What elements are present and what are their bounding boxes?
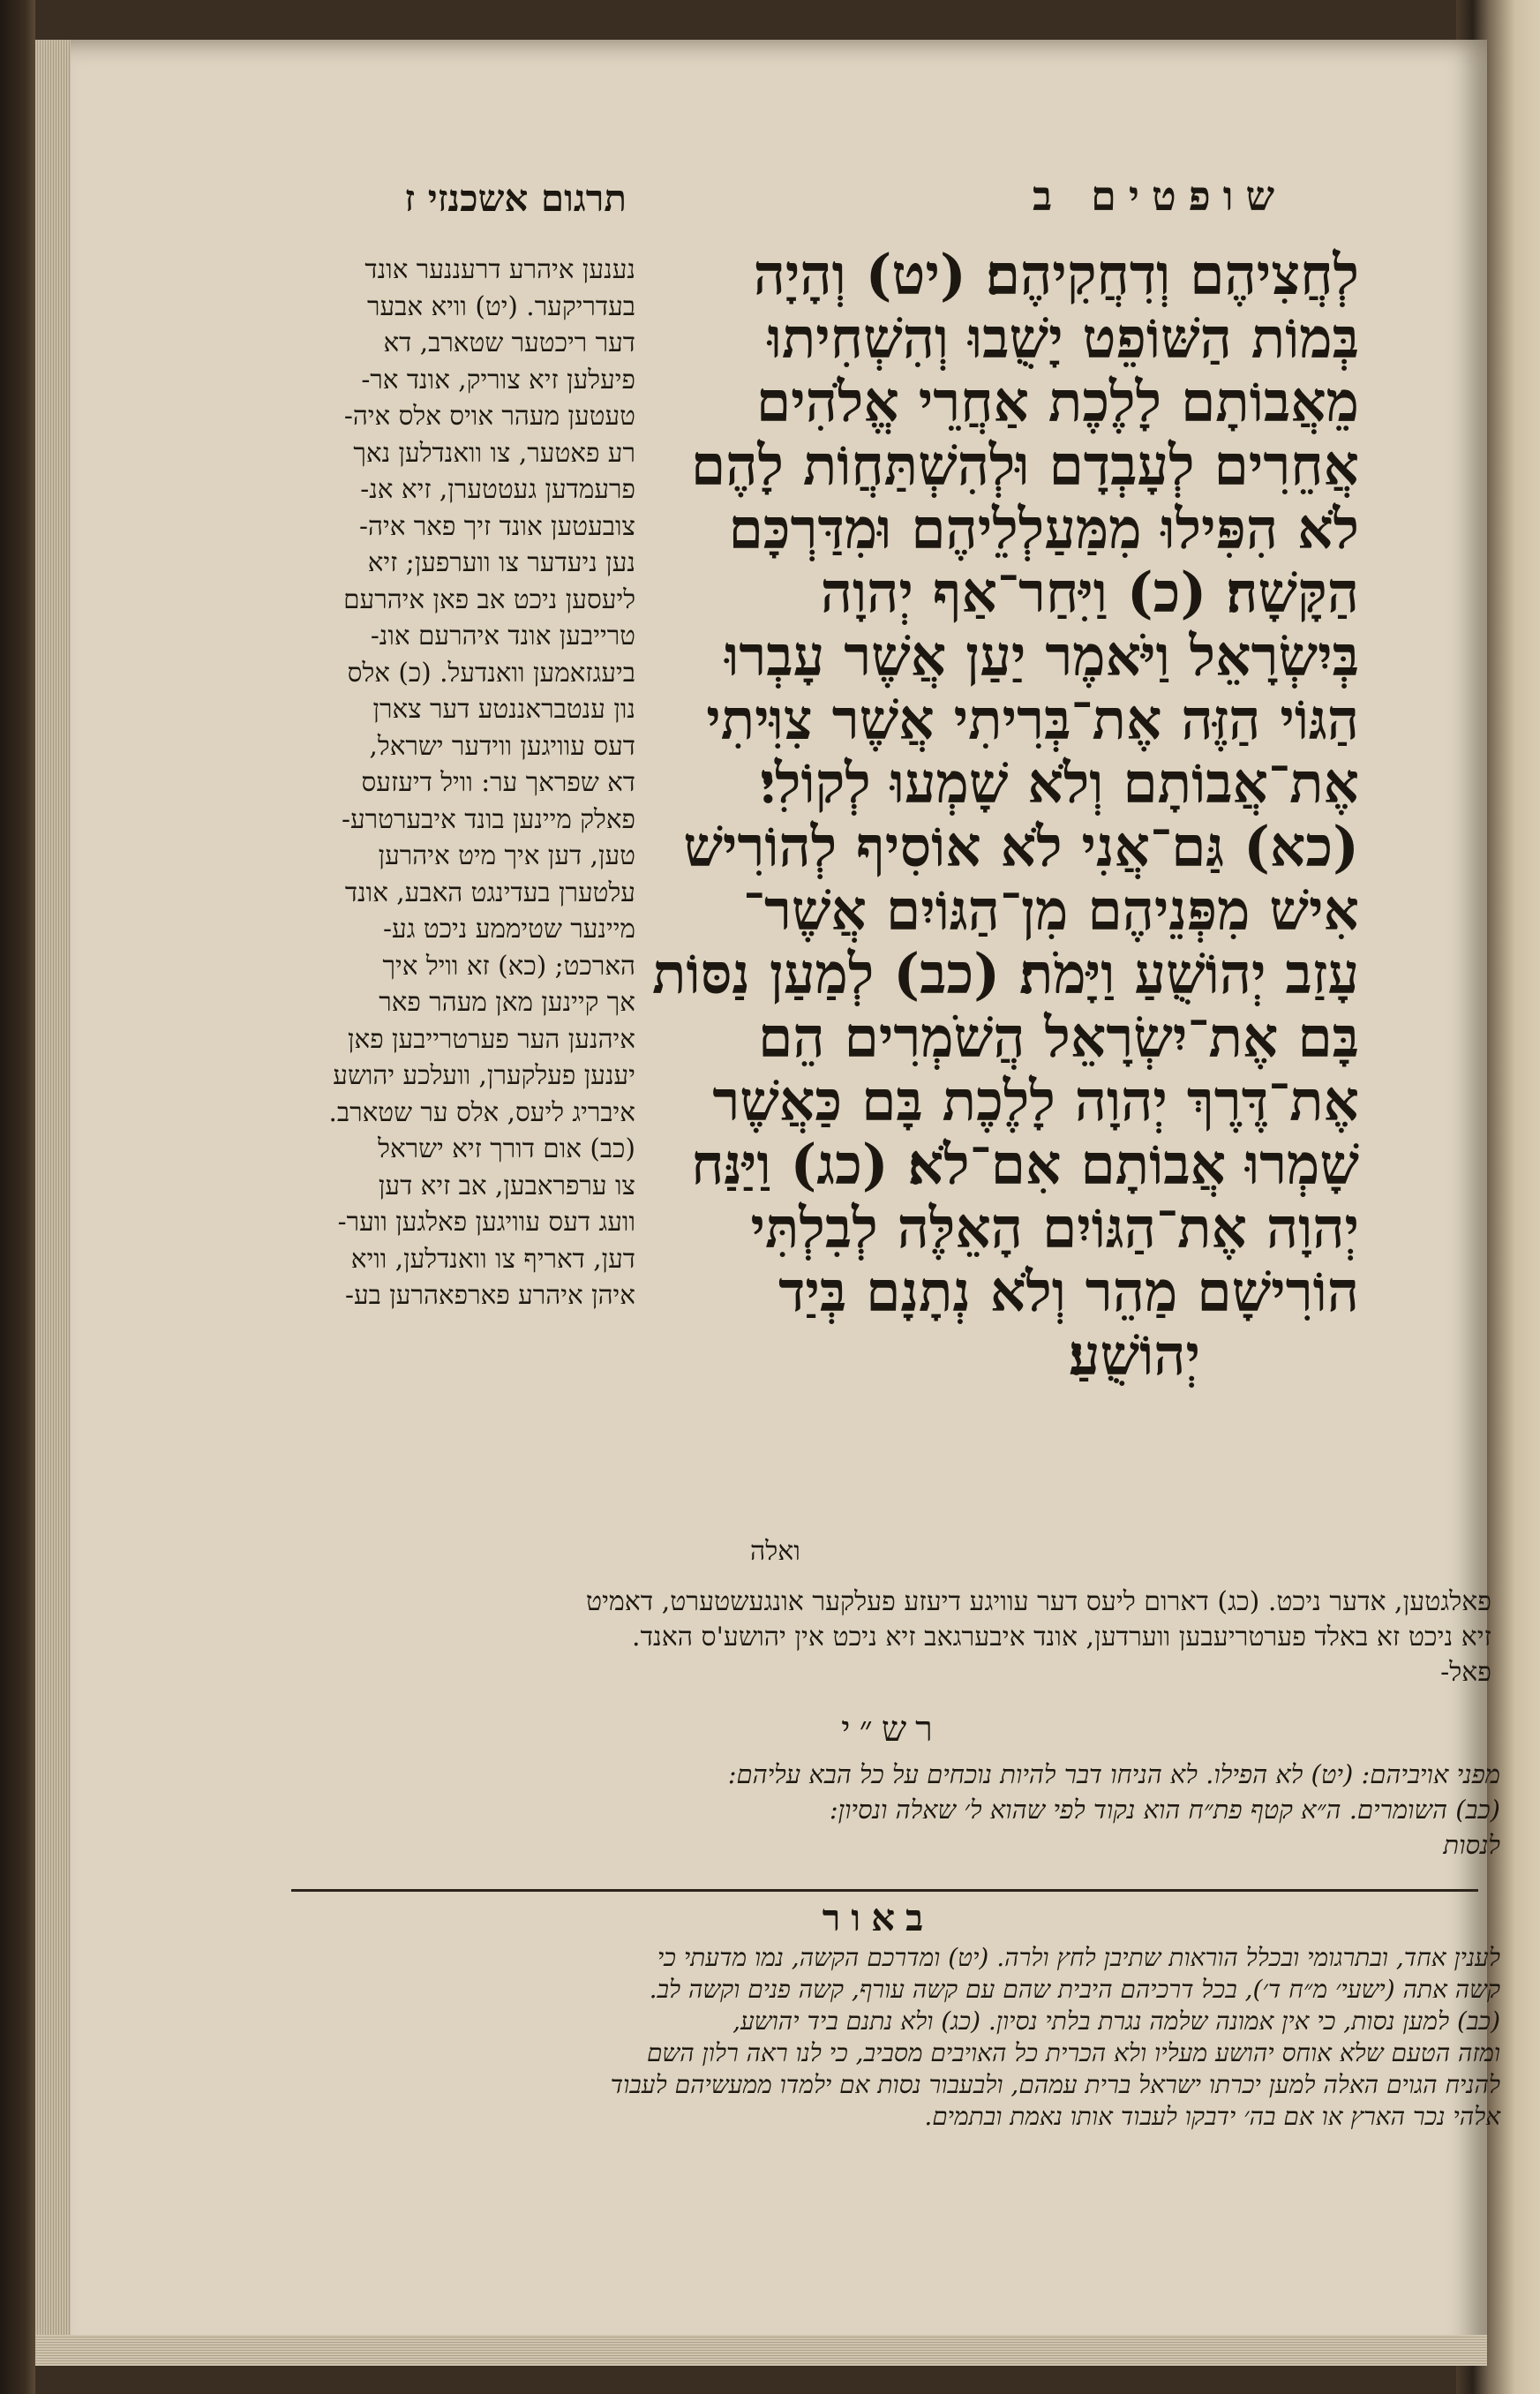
translation-line: הארכט; (כא) זא וויל איך [382, 950, 635, 981]
rashi-heading: רש״י [841, 1709, 942, 1750]
main-text-line: לֹא הִפִּילוּ מִמַּעַלְלֵיהֶם וּמִדַּרְכָּם [728, 496, 1359, 561]
translation-line: בעדריקער. (יט) וויא אבער [366, 290, 635, 321]
main-text-line: לְחֲצִיהֶם וְדִחֲקִיהֶם׃ (יט) וְהָיָה [753, 242, 1359, 307]
continuation-line: פאלגטען, אדער ניכט. (כג) דארום ליעס דער עוויגע דיעזע פעלקער אונגעשטערט, דאמיט [586, 1586, 1491, 1617]
main-text-line: הַגּוֹי הַזֶּה אֶת־בְּרִיתִי אֲשֶׁר צִוִּיתִי [706, 687, 1359, 752]
section-divider [291, 1889, 1478, 1892]
main-text-line: הוֹרִישָׁם מַהֵר וְלֹא נְתָנָם בְּיַד [778, 1259, 1359, 1324]
translation-continuation [256, 1585, 1491, 1690]
translation-line: אך קיינען מאן מעהר פאר [379, 987, 635, 1017]
translation-line: איהנען הער פערטרייבען פאן [347, 1023, 635, 1054]
translation-line: צו ערפראבען, אב זיא דען [378, 1170, 635, 1201]
book-spine-left [0, 0, 35, 2394]
main-text-line: יְהוֹשֻׁעַ׃ [1068, 1322, 1200, 1388]
biur-line: ומזה הטעם שלא אוחס יהושע מעליו ולא הכרית כל האויבים מסביב, כי לנו ראה רלון השם [646, 2038, 1500, 2067]
main-text-line: יְהוָה אֶת־הַגּוֹיִם הָאֵלֶּה לְבִלְתִּי [750, 1195, 1359, 1261]
translation-line: נענען איהרע דרעננער אונד [364, 254, 635, 284]
translation-line: וועג דעס עוויגען פאלגען ווער- [337, 1207, 635, 1237]
continuation-line: זיא ניכט זא באלד פערטריעבען ווערדען, אונד איבערגאב זיא ניכט אין יהושע'ס האנד. [632, 1622, 1491, 1652]
biur-line: להניח הגוים האלה למען יכרתו ישראל ברית עמהם, ולבעבור נסות אם ילמדו ממעשיהם לעבוד [610, 2070, 1500, 2099]
translation-line: (כב) אום דורך זיא ישראל [378, 1133, 635, 1163]
main-text-line: אִישׁ מִפְּנֵיהֶם מִן־הַגּוֹיִם אֲשֶׁר־ [742, 877, 1359, 943]
main-text-line: (כא) גַּם־אֲנִי לֹא אוֹסִיף לְהוֹרִישׁ [683, 814, 1359, 879]
biur-commentary [256, 1942, 1500, 2133]
biur-heading: באור [822, 1896, 935, 1939]
biur-line: אלהי נכר הארץ או אם בה׳ ידבקו לעבוד אותו נאמת ובתמים. [924, 2102, 1500, 2131]
rashi-line: מפני אויביהם: (יט) לא הפילו. לא הניחו דבר להיות נוכחים על כל הבא עליהם: [727, 1759, 1500, 1789]
translation-line: נון ענטבראננטע דער צארן [372, 694, 635, 724]
translation-line: טעטען מעהר אויס אלס איה- [343, 401, 635, 431]
main-text-line: עָזַב יְהוֹשֻׁעַ וַיָּמֹת׃ (כב) לְמַעַן נַסּוֹת [652, 941, 1359, 1006]
catchword: ואלה [750, 1536, 800, 1567]
rashi-line: (כב) השומרים. ה״א קטף פת״ח הוא נקוד לפי שהוא ל׳ שאלה ונסיון: [829, 1795, 1500, 1825]
translation-line: דעס עוויגען ווידער ישראל, [369, 730, 635, 761]
translation-line: עלטערן בעדינגט האבע, אונד [344, 877, 635, 907]
translation-line: דען, דאריף צו וואנדלען, וויא [350, 1243, 635, 1274]
translation-line: ביעגזאמען וואנדעל. (כ) אלס [347, 657, 635, 688]
translation-line: פיעלען זיא צוריק, אונד אר- [361, 364, 635, 395]
biur-line: קשה אתה (ישעי׳ מ״ח ד׳), בכל דרכיהם היבית שהם עם קשה עורף, קשה פנים וקשה לב. [649, 1975, 1500, 2004]
translation-line: איהן איהרע פארפאהרען בע- [344, 1280, 635, 1310]
translation-line: יענען פעלקערן, וועלכע יהושע [333, 1060, 635, 1090]
main-text-line: אֶת־אֲבוֹתָם וְלֹא שָׁמְעוּ לְקוֹלִי׃ [760, 750, 1359, 816]
main-text-line: בָּם אֶת־יִשְׂרָאֵל הֲשֹׁמְרִים הֵם [758, 1005, 1359, 1070]
main-text-line: אֲחֵרִים לְעָבְדָם וּלְהִשְׁתַּחֲוֹת לָהֶם [690, 433, 1359, 498]
main-text-line: בְּמוֹת הַשּׁוֹפֵט יָשֻׁבוּ וְהִשְׁחִיתוּ [767, 305, 1359, 371]
rashi-commentary [247, 1757, 1500, 1863]
page-stack-edge-left [35, 40, 71, 2366]
translation-line: פאלק מיינען בונד איבערטרע- [342, 803, 635, 834]
hebrew-main-text [653, 243, 1359, 1387]
translation-line: טען, דען איך מיט איהרען [378, 840, 635, 870]
main-text-line: שָׁמְרוּ אֲבוֹתָם אִם־לֹא׃ (כג) וַיַּנַּח [691, 1132, 1359, 1197]
translation-line: ליעסען ניכט אב פאן איהרעם [343, 583, 635, 614]
translation-line: דא שפראך ער: וויל דיעזעס [361, 767, 635, 797]
translation-line: רע פאטער, צו וואנדלען נאך [353, 437, 635, 468]
translation-line: נען ניעדער צו ווערפען; זיא [367, 547, 635, 577]
translation-line: פרעמדען געטטערן, זיא אנ- [360, 474, 635, 504]
translation-line: טרייבען אונד איהרעם אונ- [370, 621, 635, 651]
main-text-line: מֵאֲבוֹתָם לָלֶכֶת אַחֲרֵי אֱלֹהִים [755, 369, 1359, 434]
main-text-line: הַקָּשָׁה׃ (כ) וַיִּחַר־אַף יְהוָה [820, 560, 1359, 625]
translation-line: דער ריכטער שטארב, דא [383, 327, 635, 358]
translation-line: איבריג ליעס, אלס ער שטארב. [328, 1096, 635, 1127]
page-stack-edge-bottom [35, 2335, 1487, 2366]
running-head-book: שופטים ב [1033, 172, 1288, 220]
continuation-line: פאל- [1440, 1657, 1491, 1688]
biur-line: לענין אחד, ובתרגומי ובכלל הוראות שתיבן לחץ ולרה. (יט) ומדרכם הקשה, נמו מדעתי כי [657, 1943, 1500, 1972]
running-head-translation: תרגום אשכנזי ז [404, 177, 627, 220]
main-text-line: בְּיִשְׂרָאֵל וַיֹּאמֶר יַעַן אֲשֶׁר עָבְרוּ [725, 623, 1359, 689]
rashi-line: לנסות [1443, 1830, 1500, 1860]
translation-column [274, 252, 635, 1314]
main-text-line: אֶת־דֶּרֶךְ יְהוָה לָלֶכֶת בָּם כַּאֲשֶׁר [712, 1068, 1359, 1133]
translation-line: מיינער שטיממע ניכט גע- [383, 914, 635, 944]
biur-line: (כב) למען נסות, כי אין אמונה שלמה נגרת בלתי נסיון. (כג) ולא נתנם ביד יהושע, [732, 2006, 1500, 2036]
translation-line: צובעטען אונד זיך פאר איה- [359, 510, 635, 541]
